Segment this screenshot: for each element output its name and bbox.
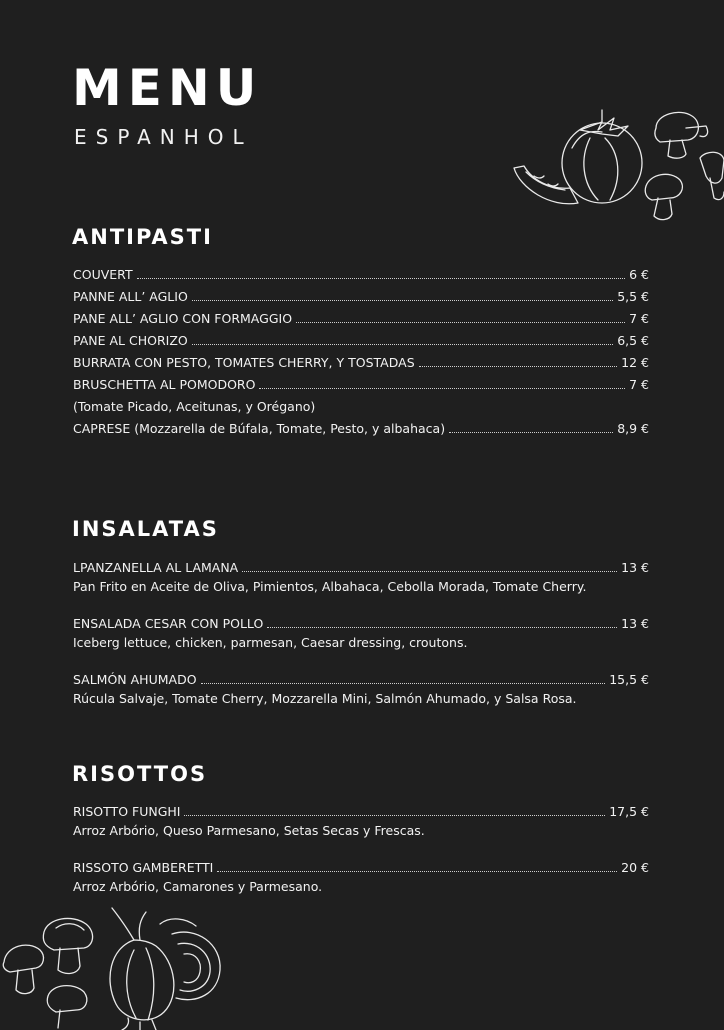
- section-title-antipasti: ANTIPASTI: [72, 225, 213, 249]
- item-price: 20 €: [621, 860, 649, 875]
- section-title-risottos: RISOTTOS: [72, 762, 208, 786]
- dot-leader: [296, 322, 625, 323]
- menu-item: [73, 308, 649, 330]
- item-name: BURRATA CON PESTO, TOMATES CHERRY, Y TOSTADAS: [73, 355, 415, 370]
- menu-item: [73, 286, 649, 308]
- item-note-text: (Tomate Picado, Aceitunas, y Orégano): [73, 399, 316, 414]
- dot-leader: [137, 278, 626, 279]
- item-price: 5,5 €: [617, 289, 649, 304]
- menu-item: [73, 418, 649, 440]
- antipasti-list: [73, 264, 649, 440]
- item-price: 15,5 €: [609, 672, 649, 687]
- menu-item: [73, 352, 649, 374]
- dot-leader: [449, 432, 613, 433]
- dot-leader: [192, 300, 613, 301]
- dot-leader: [217, 871, 617, 872]
- item-description: Rúcula Salvaje, Tomate Cherry, Mozzarella Mini, Salmón Ahumado, y Salsa Rosa.: [73, 691, 577, 706]
- menu-item: [73, 858, 649, 896]
- item-price: 7 €: [629, 311, 649, 326]
- item-name: PANE ALL’ AGLIO CON FORMAGGIO: [73, 311, 293, 326]
- item-name: PANNE ALL’ AGLIO: [73, 289, 188, 304]
- dot-leader: [192, 344, 613, 345]
- menu-item: [73, 330, 649, 352]
- item-name: RISOTTO FUNGHI: [73, 804, 181, 819]
- item-name: RISSOTO GAMBERETTI: [73, 860, 214, 875]
- item-description: Pan Frito en Aceite de Oliva, Pimientos, Albahaca, Cebolla Morada, Tomate Cherry.: [73, 579, 587, 594]
- item-price: 13 €: [621, 616, 649, 631]
- dot-leader: [259, 388, 625, 389]
- mushroom-onion-illustration: [0, 900, 230, 1030]
- section-title-insalatas: INSALATAS: [72, 517, 219, 541]
- item-price: 7 €: [629, 377, 649, 392]
- dot-leader: [201, 683, 606, 684]
- menu-item: [73, 374, 649, 396]
- insalatas-list: [73, 558, 649, 726]
- item-price: 8,9 €: [617, 421, 649, 436]
- item-description: Arroz Arbório, Camarones y Parmesano.: [73, 879, 323, 894]
- dot-leader: [419, 366, 618, 367]
- dot-leader: [242, 571, 617, 572]
- menu-item: [73, 264, 649, 286]
- menu-title: MENU: [72, 59, 263, 117]
- item-price: 13 €: [621, 560, 649, 575]
- menu-subtitle: ESPANHOL: [74, 125, 253, 149]
- menu-item: [73, 614, 649, 652]
- item-name: CAPRESE (Mozzarella de Búfala, Tomate, Pesto, y albahaca): [73, 421, 446, 436]
- item-price: 6 €: [629, 267, 649, 282]
- dot-leader: [184, 815, 605, 816]
- menu-item: [73, 558, 649, 596]
- menu-item: [73, 670, 649, 708]
- item-name: COUVERT: [73, 267, 133, 282]
- item-note: [73, 396, 649, 418]
- tomato-mushroom-illustration: [510, 108, 724, 238]
- item-price: 6,5 €: [617, 333, 649, 348]
- item-description: Arroz Arbório, Queso Parmesano, Setas Secas y Frescas.: [73, 823, 425, 838]
- risottos-list: [73, 802, 649, 914]
- item-price: 17,5 €: [609, 804, 649, 819]
- item-description: Iceberg lettuce, chicken, parmesan, Caesar dressing, croutons.: [73, 635, 468, 650]
- dot-leader: [267, 627, 617, 628]
- item-name: ENSALADA CESAR CON POLLO: [73, 616, 264, 631]
- item-name: BRUSCHETTA AL POMODORO: [73, 377, 256, 392]
- item-price: 12 €: [621, 355, 649, 370]
- item-name: PANE AL CHORIZO: [73, 333, 188, 348]
- menu-item: [73, 802, 649, 840]
- item-name: SALMÓN AHUMADO: [73, 672, 197, 687]
- item-name: LPANZANELLA AL LAMANA: [73, 560, 239, 575]
